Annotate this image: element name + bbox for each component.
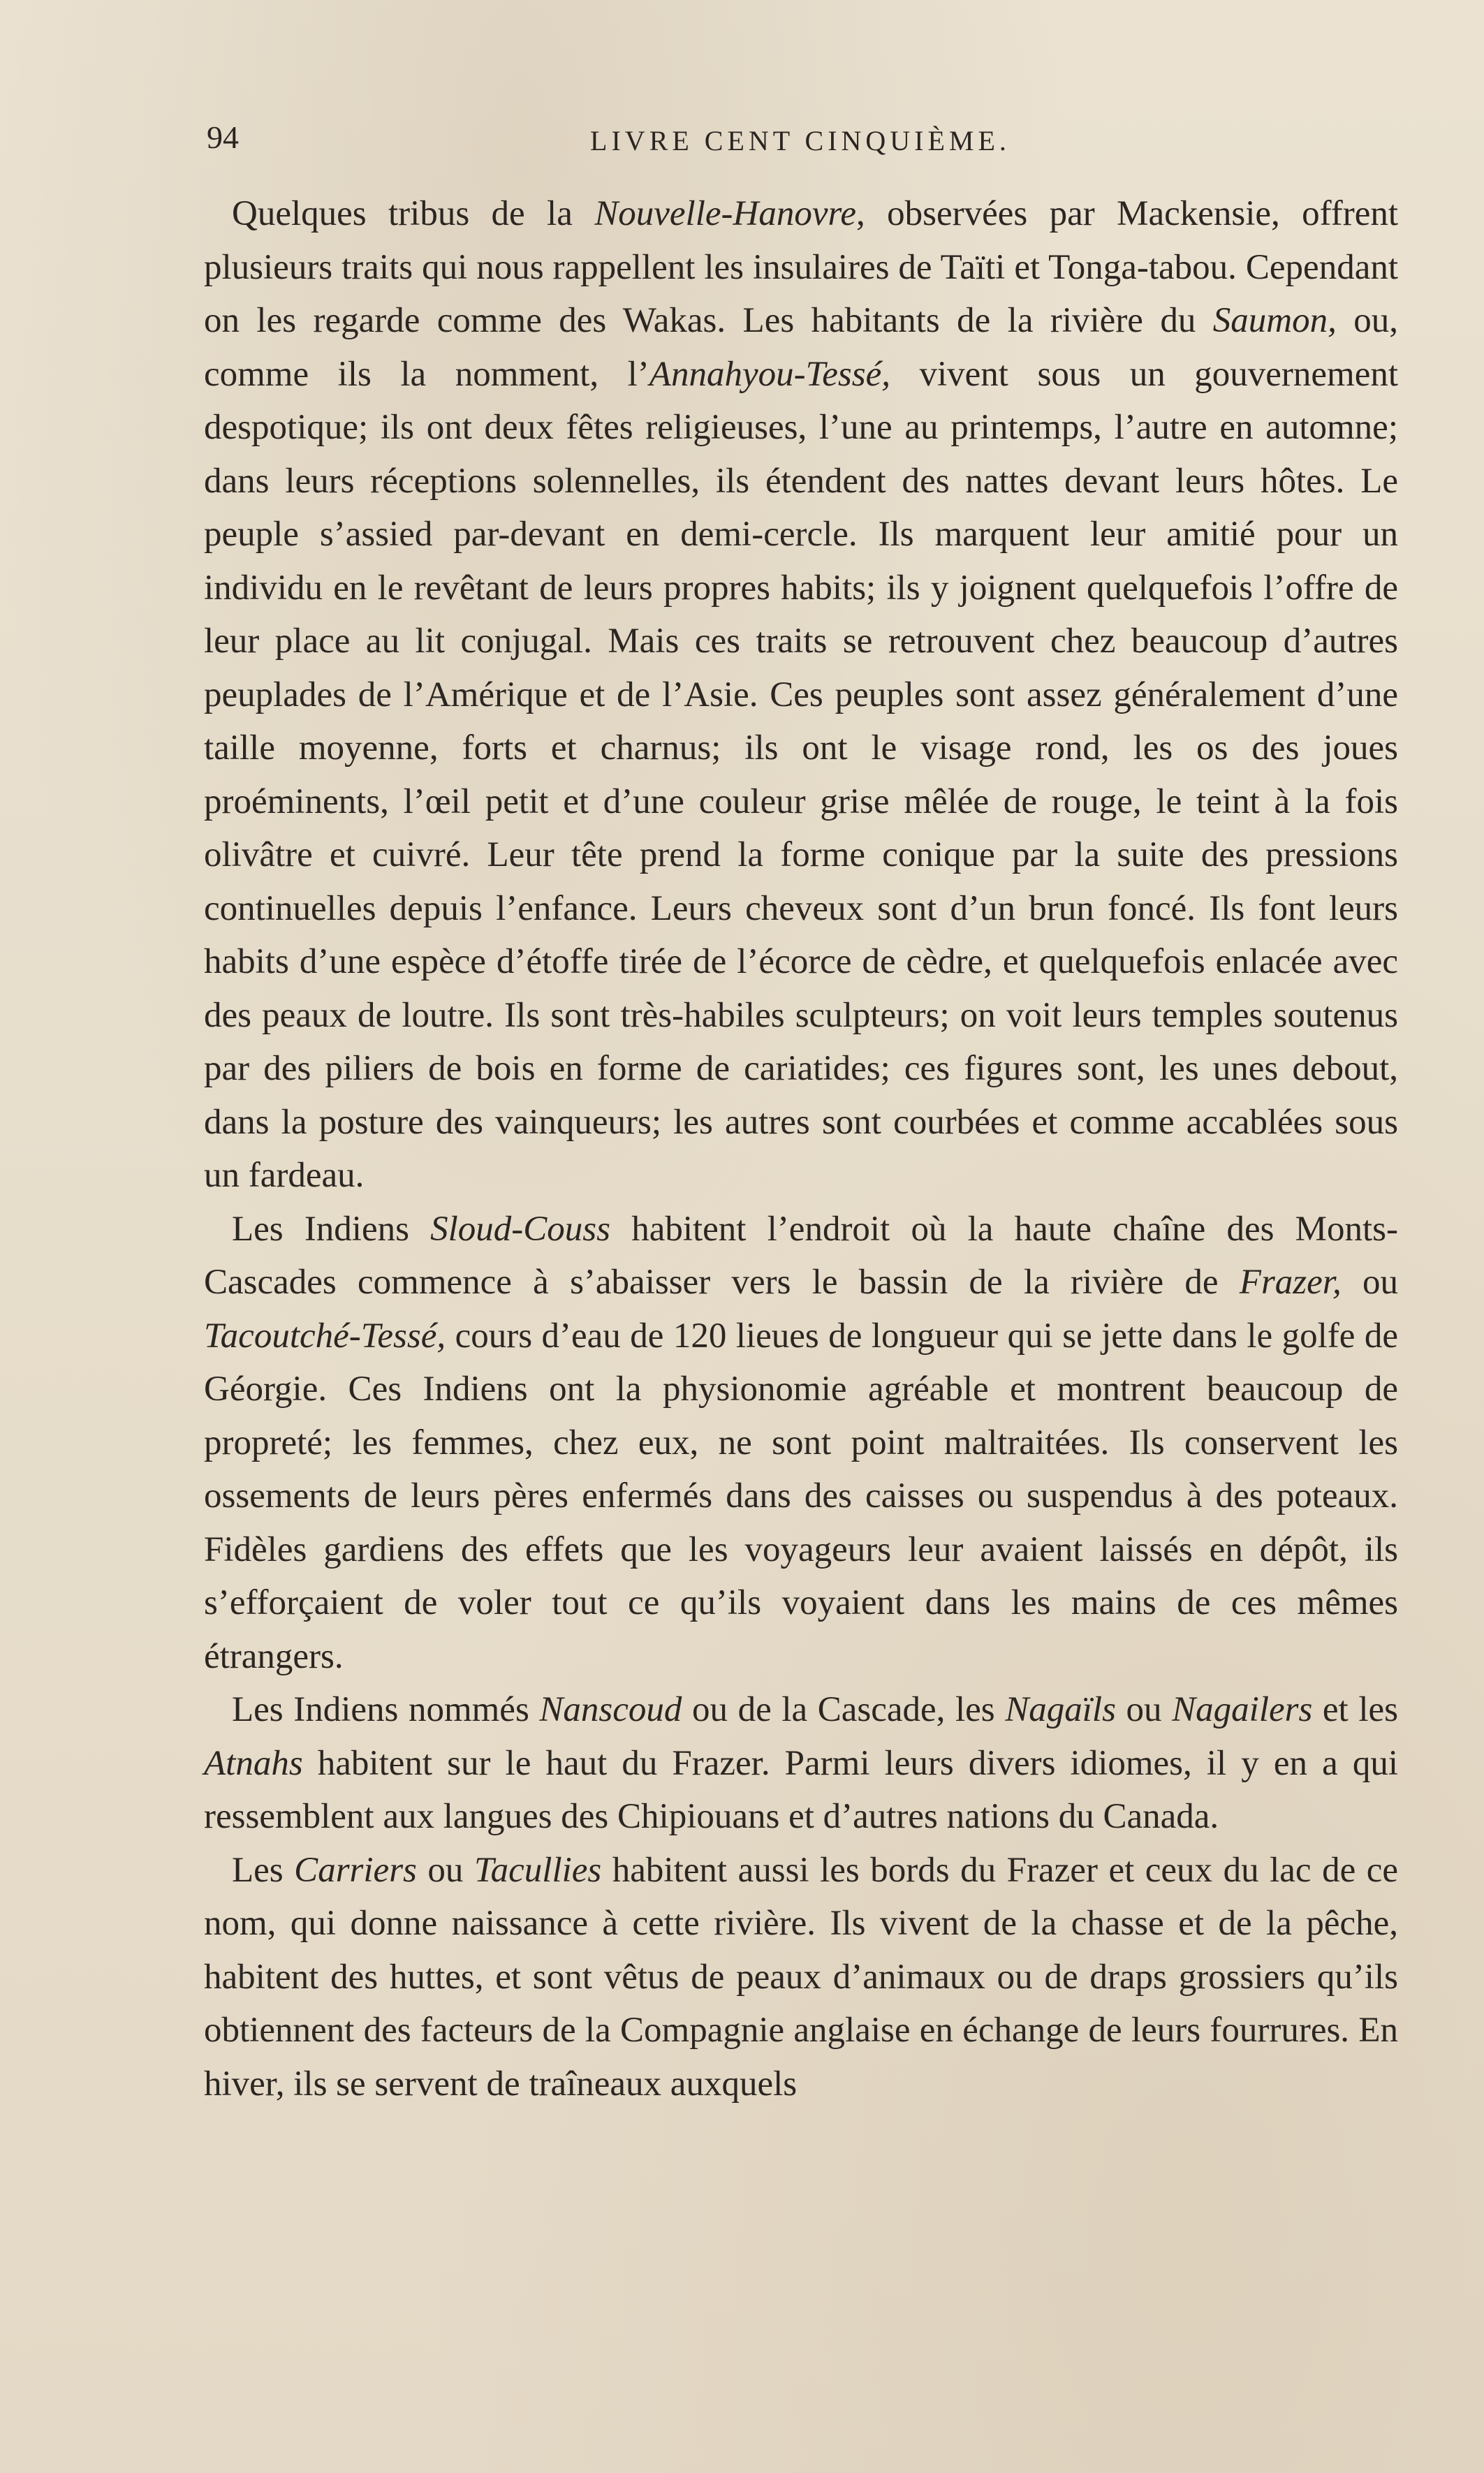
- paragraph: [204, 1683, 1398, 1844]
- text-run: ou: [416, 1850, 474, 1890]
- italic-term: Saumon,: [1212, 301, 1337, 340]
- text-run: Les Indiens nommés: [232, 1690, 540, 1729]
- italic-term: Nagaïls: [1005, 1690, 1116, 1729]
- text-run: ou de la Cascade, les: [682, 1690, 1006, 1729]
- page-number: 94: [207, 119, 239, 155]
- page-header: [207, 119, 1394, 175]
- text-run: et les: [1312, 1690, 1398, 1729]
- text-run: ou, comme ils la nomment, l’: [204, 301, 1398, 394]
- italic-term: Annahyou-Tessé,: [649, 354, 890, 394]
- text-run: Les Indiens: [232, 1209, 431, 1249]
- italic-term: Atnahs: [204, 1743, 303, 1783]
- text-run: habitent l’endroit où la haute chaîne des Monts-Cascades commence à s’abaisser vers le bassin de la rivière de: [204, 1209, 1398, 1302]
- text-run: vivent sous un gouvernement despotique; ils ont deux fêtes religieuses, l’une au printemps, l’autre en automne; dans leurs réceptions solennelles, ils étendent des nattes devant leurs hôtes. Le peuple s’assied par-devant en demi-cercle. Ils marquent leur amitié pour un individu en le revêtant de leurs propres habits; ils y joignent quelquefois l’offre de leur place au lit conjugal. Mais ces traits se retrouvent chez beaucoup d’autres peuplades de l’Amérique et de l’Asie. Ces peuples sont assez généralement d’une taille moyenne, forts et charnus; ils ont le visage rond, les os des joues proéminents, l’œil petit et d’une couleur grise mêlée de rouge, le teint à la fois olivâtre et cuivré. Leur tête prend la forme conique par la suite des pressions continuelles depuis l’enfance. Leurs cheveux sont d’un brun foncé. Ils font leurs habits d’une espèce d’étoffe tirée de l’écorce de cèdre, et quelquefois enlacée avec des peaux de loutre. Ils sont très-habiles sculpteurs; on voit leurs temples soutenus par des piliers de bois en forme de cariatides; ces figures sont, les unes debout, dans la posture des vainqueurs; les autres sont courbées et comme accablées sous un fardeau.: [204, 354, 1399, 1195]
- paragraph: [204, 1203, 1398, 1684]
- text-run: ou: [1341, 1263, 1399, 1302]
- text-run: cours d’eau de 120 lieues de longueur qui se jette dans le golfe de Géorgie. Ces Indiens ont la physionomie agréable et montrent beaucoup de propreté; les femmes, chez eux, ne sont point maltraitées. Ils conservent les ossements de leurs pères enfermés dans des caisses ou suspendus à des poteaux. Fidèles gardiens des effets que les voyageurs leur avaient laissés en dépôt, ils s’efforçaient de voler tout ce qu’ils voyaient dans les mains de ces mêmes étrangers.: [204, 1316, 1398, 1676]
- italic-term: Sloud-Couss: [430, 1209, 611, 1249]
- text-run: Les: [232, 1850, 295, 1890]
- paragraph: [204, 1844, 1398, 2111]
- text-run: Quelques tribus de la: [232, 194, 595, 233]
- running-head: LIVRE CENT CINQUIÈME.: [590, 125, 1011, 156]
- italic-term: Nagailers: [1172, 1690, 1313, 1729]
- text-run: ou: [1115, 1690, 1173, 1729]
- text-run: habitent aussi les bords du Frazer et ceux du lac de ce nom, qui donne naissance à cette rivière. Ils vivent de la chasse et de la pêche, habitent des huttes, et sont vêtus de peaux d’animaux ou de draps grossiers qu’ils obtiennent des facteurs de la Compagnie anglaise en échange de leurs fourrures. En hiver, ils se servent de traîneaux auxquels: [204, 1850, 1399, 2104]
- text-body: [204, 187, 1398, 2111]
- italic-term: Frazer,: [1239, 1263, 1342, 1302]
- italic-term: Carriers: [294, 1850, 417, 1890]
- text-run: habitent sur le haut du Frazer. Parmi leurs divers idiomes, il y en a qui ressemblent aux langues des Chipiouans et d’autres nations du Canada.: [204, 1743, 1398, 1836]
- italic-term: Tacullies: [473, 1850, 602, 1890]
- italic-term: Nouvelle-Hanovre: [594, 194, 857, 233]
- paragraph: [204, 187, 1398, 1203]
- text-run: , observées par Mackensie, offrent plusieurs traits qui nous rappellent les insulaires de Taïti et Tonga-tabou. Cependant on les regarde comme des Wakas. Les habitants de la rivière du: [204, 194, 1398, 340]
- italic-term: Nanscoud: [539, 1690, 682, 1729]
- italic-term: Tacoutché-Tessé,: [204, 1316, 446, 1356]
